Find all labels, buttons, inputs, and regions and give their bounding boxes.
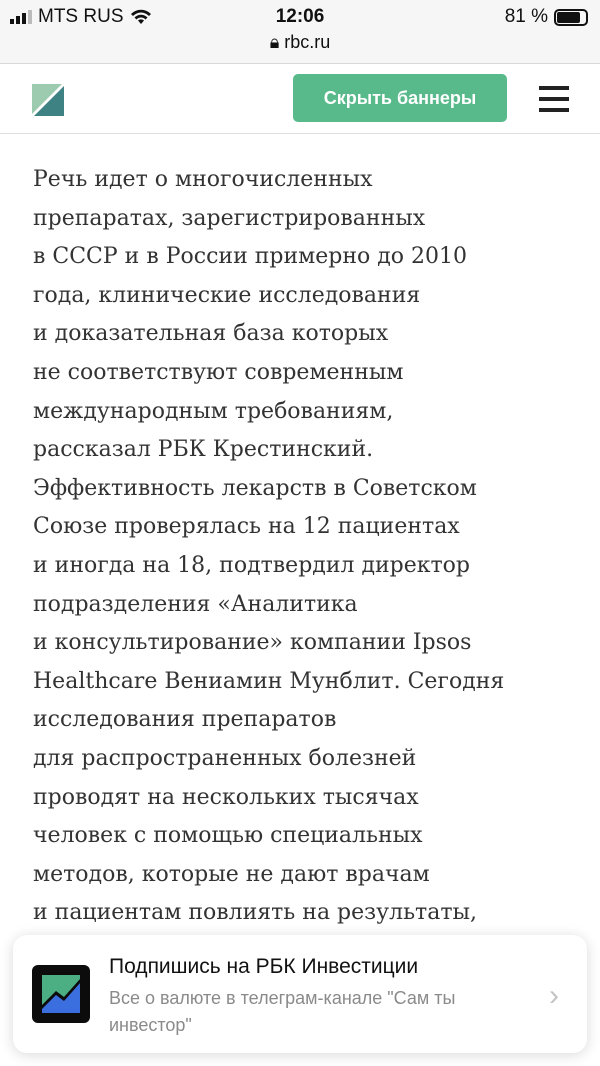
chevron-right-icon: › [549,979,559,1012]
banner-subtitle: Все о валюте в телеграм-канале "Сам ты инвестор" [109,988,456,1035]
article-line: Эффективность лекарств в Советском [33,475,477,501]
address-bar[interactable] [0,32,600,53]
article-line: и иногда на 18, подтвердил директор [33,552,471,578]
article-line: года, клинические исследования [33,282,421,308]
battery-status [505,6,588,28]
article-line: и консультирование» компании Ipsos [33,630,472,656]
battery-icon [554,9,588,26]
article-line: методов, которые не дают врачам [33,861,430,887]
article-line: рассказал РБК Крестинский. [33,437,374,463]
banner-title: Подпишись на РБК Инвестиции [109,955,419,978]
battery-percent: 81 % [504,6,548,27]
article-line: человек с помощью специальных [33,823,423,849]
article-line: и пациентам повлиять на результаты, [33,900,478,926]
article-line: Healthcare Вениамин Мунблит. Сегодня [33,668,505,694]
article-line: Союзе проверялась на 12 пациентах [33,514,460,540]
article-line: в СССР и в России примерно до 2010 [33,244,468,270]
article-line: препаратах, зарегистрированных [33,205,426,231]
article-line: Речь идет о многочисленных [33,167,373,192]
carrier-name: MTS RUS [38,6,124,27]
rbc-investments-app-icon [32,965,90,1023]
subscribe-banner[interactable] [13,935,587,1053]
hamburger-menu-icon[interactable] [539,86,569,112]
article-line: подразделения «Аналитика [33,591,358,617]
article-line: и доказательная база которых [33,321,389,347]
lock-icon: 🔒︎ [269,32,280,52]
article-body [33,161,504,933]
article-line: исследования препаратов [33,707,337,733]
rbc-logo-icon[interactable] [32,84,64,116]
article-line: проводят на нескольких тысячах [33,784,419,810]
site-header [0,64,600,134]
url-text: rbc.ru [284,32,331,52]
article-line: для распространенных болезней [33,745,417,771]
clock: 12:06 [275,6,325,27]
status-bar [0,0,600,64]
article-line: не соответствуют современным [33,359,404,385]
hide-banners-button[interactable]: Скрыть баннеры [293,74,507,122]
article-line: международным требованиям, [33,398,394,424]
